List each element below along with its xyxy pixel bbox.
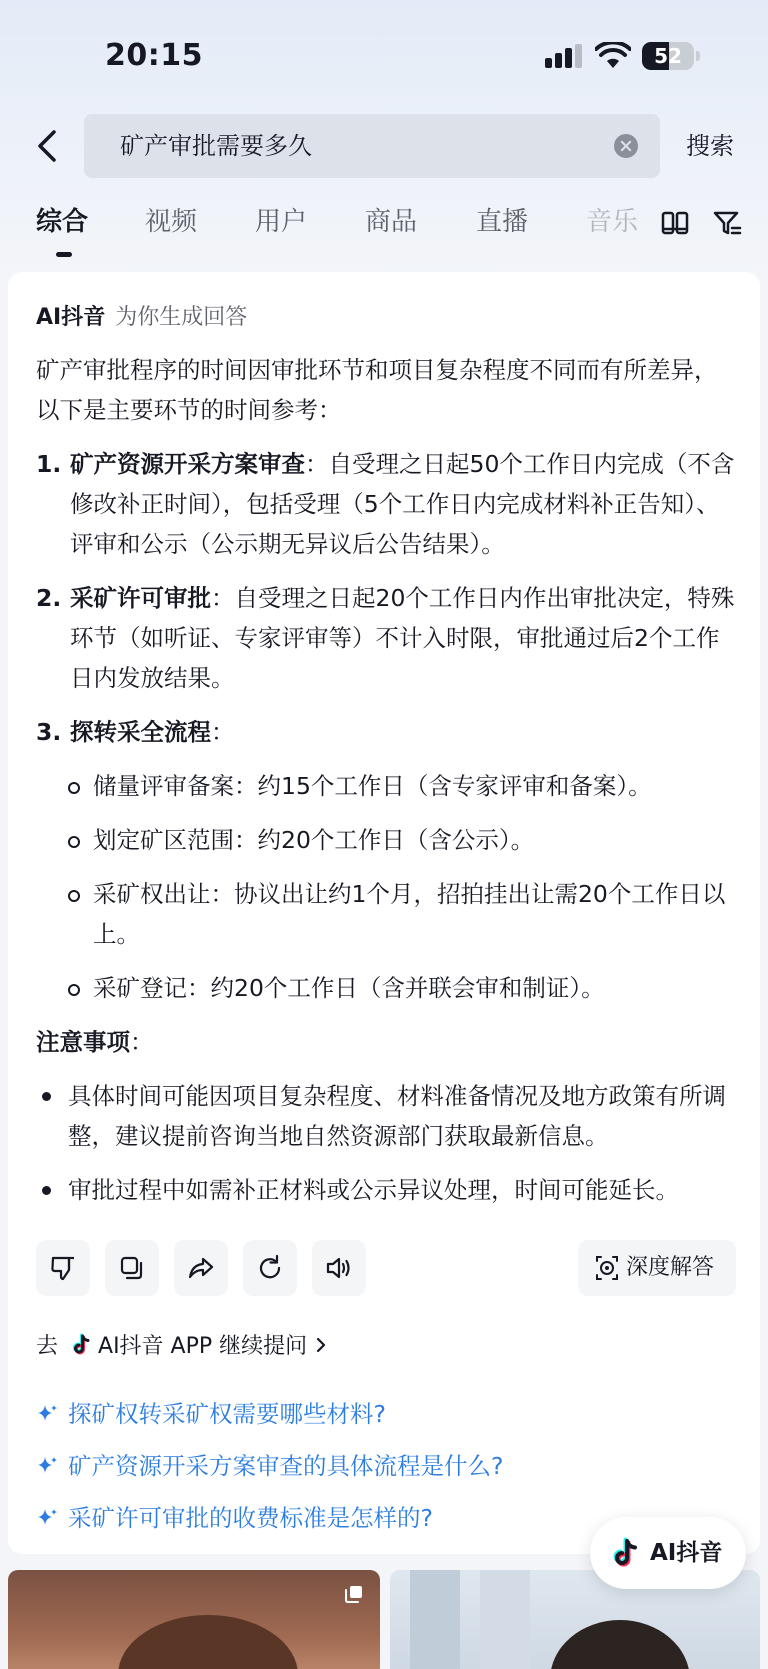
search-input[interactable]	[84, 114, 660, 178]
dual-column-icon[interactable]	[660, 208, 690, 238]
battery-tip	[696, 51, 700, 61]
filter-icon[interactable]	[712, 208, 742, 238]
step-title: 探转采全流程	[70, 718, 211, 746]
suggestion-item[interactable]	[36, 1448, 503, 1484]
douyin-logo-icon	[70, 1333, 94, 1357]
regenerate-button[interactable]	[243, 1240, 297, 1296]
notes-title: 注意事项	[36, 1028, 130, 1056]
battery-icon	[642, 42, 694, 70]
tab-live[interactable]: 直播	[476, 207, 529, 237]
tab-product[interactable]: 商品	[365, 207, 418, 237]
category-tabs	[0, 200, 768, 260]
thumbnail-subject	[118, 1615, 298, 1669]
share-button[interactable]	[174, 1240, 228, 1296]
answer-actions	[36, 1240, 736, 1296]
continue-prefix: 去	[36, 1334, 59, 1359]
note-item: 审批过程中如需补正材料或公示异议处理，时间可能延长。	[36, 1170, 736, 1210]
suggestion-text: 矿产资源开采方案审查的具体流程是什么?	[68, 1452, 504, 1480]
search-query: 矿产审批需要多久	[120, 132, 312, 160]
ai-brand: AI抖音	[36, 305, 106, 330]
signal-icon	[545, 44, 583, 68]
suggestion-text: 探矿权转采矿权需要哪些材料?	[68, 1400, 386, 1428]
search-button[interactable]: 搜索	[686, 132, 734, 160]
continue-app-label: AI抖音 APP 继续提问	[98, 1334, 308, 1359]
ai-douyin-label: AI抖音	[650, 1540, 723, 1566]
substep-item: 采矿登记：约20个工作日（含并联会审和制证）。	[36, 968, 736, 1008]
substep-item: 采矿权出让：协议出让约1个月，招拍挂出让需20个工作日以上。	[36, 874, 736, 954]
deep-answer-label: 深度解答	[626, 1255, 715, 1280]
substep-item: 储量评审备案：约15个工作日（含专家评审和备案）。	[36, 766, 736, 806]
status-time: 20:15	[105, 38, 203, 73]
step-number: 1.	[36, 450, 62, 478]
ai-douyin-button[interactable]	[590, 1517, 746, 1589]
step-item	[36, 578, 736, 698]
clear-circle-icon[interactable]	[614, 134, 638, 158]
substep-item: 划定矿区范围：约20个工作日（含公示）。	[36, 820, 736, 860]
step-item	[36, 712, 736, 752]
thumbnail-background	[410, 1570, 460, 1669]
video-thumbnail[interactable]	[8, 1570, 380, 1669]
ai-subtitle: 为你生成回答	[115, 305, 248, 330]
thumbs-down-icon	[49, 1254, 77, 1282]
read-aloud-button[interactable]	[312, 1240, 366, 1296]
refresh-icon	[256, 1254, 284, 1282]
step-title: 采矿许可审批	[70, 584, 211, 612]
note-item: 具体时间可能因项目复杂程度、材料准备情况及地方政策有所调整，建议提前咨询当地自然资源部门获取最新信息。	[36, 1076, 736, 1156]
douyin-logo-icon	[610, 1537, 642, 1569]
step-text: ：	[211, 718, 235, 746]
answer-intro: 矿产审批程序的时间因审批环节和项目复杂程度不同而有所差异，以下是主要环节的时间参考：	[36, 356, 718, 424]
speaker-icon	[325, 1254, 353, 1282]
tab-music[interactable]: 音乐	[586, 207, 639, 237]
tab-user[interactable]: 用户	[255, 207, 308, 237]
status-bar	[0, 0, 768, 110]
battery-level: 52	[654, 44, 682, 68]
notes-colon: ：	[130, 1028, 154, 1056]
chevron-right-icon	[313, 1337, 329, 1353]
continue-in-app-link[interactable]	[36, 1330, 329, 1364]
step-text: ：自受理之日起20个工作日内作出审批决定，特殊环节（如听证、专家评审等）不计入时限，审批通过后2个工作日内发放结果。	[70, 584, 735, 692]
deep-answer-button[interactable]	[578, 1240, 736, 1296]
copy-icon	[118, 1254, 146, 1282]
step-number: 2.	[36, 584, 62, 612]
card-header	[36, 300, 247, 331]
suggestion-text: 采矿许可审批的收费标准是怎样的?	[68, 1504, 433, 1532]
sparkle-icon	[36, 1403, 58, 1425]
share-icon	[187, 1254, 215, 1282]
wifi-icon	[595, 42, 631, 70]
answer-content	[36, 350, 736, 1224]
ai-answer-card	[8, 272, 760, 1554]
suggestion-item[interactable]	[36, 1396, 386, 1432]
tab-comprehensive[interactable]: 综合	[36, 207, 89, 237]
thumbnail-background	[480, 1570, 530, 1669]
tab-video[interactable]: 视频	[145, 207, 198, 237]
suggestion-item[interactable]	[36, 1500, 433, 1536]
step-text: ：自受理之日起50个工作日内完成（不含修改补正时间），包括受理（5个工作日内完成材料补正告知）、评审和公示（公示期无异议后公告结果）。	[70, 450, 735, 558]
multi-image-icon	[344, 1584, 364, 1604]
sparkle-icon	[36, 1455, 58, 1477]
dislike-button[interactable]	[36, 1240, 90, 1296]
thumbnail-subject	[550, 1620, 690, 1669]
step-number: 3.	[36, 718, 62, 746]
active-tab-indicator	[56, 252, 72, 257]
search-row	[0, 114, 768, 178]
step-item	[36, 444, 736, 564]
notes-heading	[36, 1022, 736, 1062]
step-title: 矿产资源开采方案审查	[70, 450, 305, 478]
sparkle-icon	[36, 1507, 58, 1529]
chevron-left-icon[interactable]	[30, 128, 66, 164]
deep-answer-icon	[594, 1255, 620, 1281]
copy-button[interactable]	[105, 1240, 159, 1296]
